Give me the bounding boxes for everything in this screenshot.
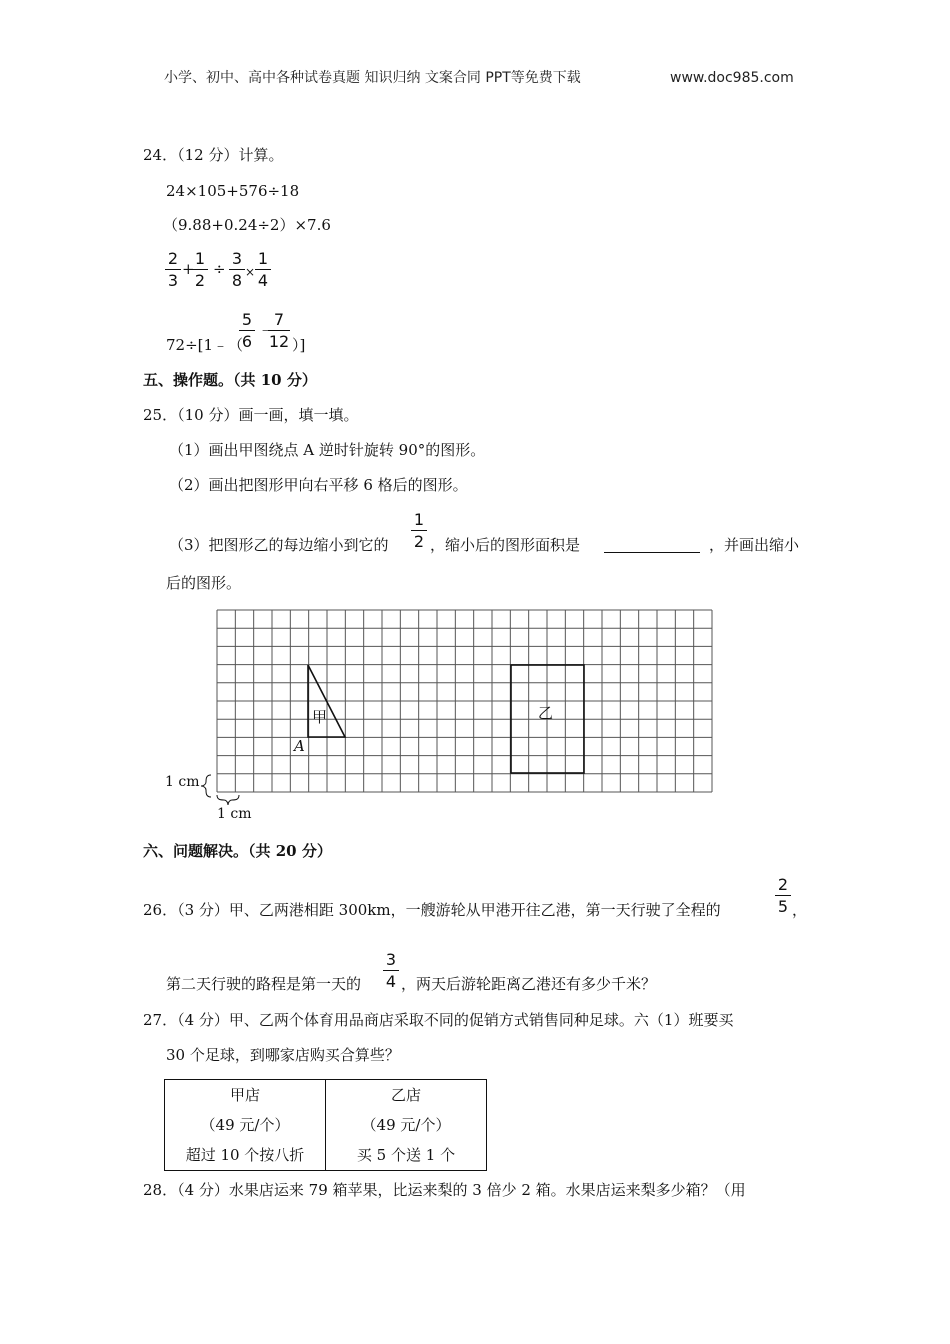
shop-price: （49 元/个） — [361, 1116, 451, 1134]
q24-title: 24．（12 分）计算。 — [143, 146, 284, 164]
fraction: 2 5 — [775, 877, 791, 915]
horizontal-unit-brace — [217, 795, 239, 805]
q25-part1: （1）画出甲图绕点 A 逆时针旋转 90°的图形。 — [169, 441, 486, 459]
label-yi: 乙 — [538, 704, 554, 722]
divide-op: ÷ — [213, 260, 226, 278]
fraction: 1 2 — [192, 251, 208, 289]
expr4-prefix: 72÷[1﹣（ — [166, 336, 244, 354]
q25-part3-text-c: ，并画出缩小 — [709, 536, 800, 554]
expr4-suffix: ）] — [292, 336, 306, 354]
times-op: × — [245, 265, 256, 279]
shop-promotion: 买 5 个送 1 个 — [356, 1146, 456, 1164]
q28-line1: 28．（4 分）水果店运来 79 箱苹果，比运来梨的 3 倍少 2 箱。水果店运来梨多少箱？（用 — [143, 1181, 746, 1199]
q24-expr1: 24×105+576÷18 — [166, 182, 300, 200]
q25-part3-text-b: ，缩小后的图形面积是 — [430, 536, 581, 554]
unit-label-horizontal: 1 cm — [217, 806, 252, 822]
q25-part3-text-a: （3）把图形乙的每边缩小到它的 — [169, 536, 389, 554]
fraction: 3 8 — [229, 251, 245, 289]
unit-label-vertical: 1 cm — [165, 774, 200, 790]
fraction: 1 2 — [411, 512, 427, 550]
grid-lines — [217, 610, 712, 792]
shop-comparison-table — [164, 1079, 487, 1171]
q26-line1: 26．（3 分）甲、乙两港相距 300km，一艘游轮从甲港开往乙港，第一天行驶了全程的 — [143, 901, 721, 919]
shop-jia-cell — [165, 1080, 326, 1171]
header-url[interactable]: www.doc985.com — [670, 70, 794, 86]
section5-title: 五、操作题。（共 10 分） — [143, 371, 317, 389]
fraction: 7 12 — [268, 310, 290, 351]
shop-name: 乙店 — [390, 1086, 421, 1104]
q25-part2: （2）画出把图形甲向右平移 6 格后的图形。 — [169, 476, 468, 494]
q26-line2b: ，两天后游轮距离乙港还有多少千米？ — [401, 975, 657, 993]
q25-title: 25．（10 分）画一画，填一填。 — [143, 406, 359, 424]
section6-title: 六、问题解决。（共 20 分） — [143, 842, 332, 860]
plus-op: + — [182, 260, 195, 278]
fraction: 1 4 — [255, 251, 271, 289]
q24-expr2: （9.88+0.24÷2）×7.6 — [163, 216, 331, 234]
shop-promotion: 超过 10 个按八折 — [185, 1146, 305, 1164]
label-point-a: A — [294, 737, 305, 755]
q26-line2a: 第二天行驶的路程是第一天的 — [166, 975, 362, 993]
label-jia: 甲 — [312, 708, 328, 726]
vertical-unit-brace — [201, 775, 211, 797]
shop-price: （49 元/个） — [200, 1116, 290, 1134]
q27-line2: 30 个足球，到哪家店购买合算些？ — [166, 1046, 400, 1064]
q25-part3-text-d: 后的图形。 — [166, 574, 242, 592]
fraction: 2 3 — [165, 251, 181, 289]
fraction: 3 4 — [383, 952, 399, 990]
q26-line1-end: ， — [792, 901, 808, 919]
minus-op: ﹣ — [258, 320, 274, 338]
q27-line1: 27．（4 分）甲、乙两个体育用品商店采取不同的促销方式销售同种足球。六（1）班要买 — [143, 1011, 734, 1029]
shop-yi-cell — [326, 1080, 487, 1171]
header-text: 小学、初中、高中各种试卷真题 知识归纳 文案合同 PPT等免费下载 — [164, 70, 581, 86]
shop-name: 甲店 — [229, 1086, 260, 1104]
fraction: 5 6 — [239, 312, 255, 350]
